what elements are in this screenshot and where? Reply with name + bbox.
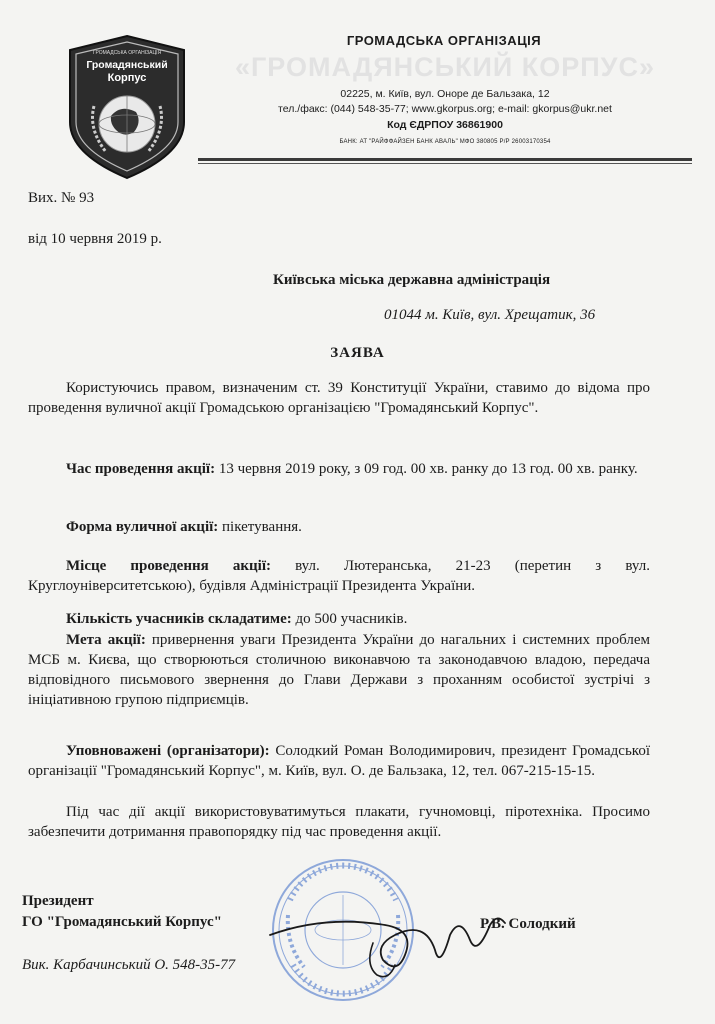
form-label: Форма вуличної акції: bbox=[66, 519, 219, 535]
org-name-watermark: «ГРОМАДЯНСЬКИЙ КОРПУС» bbox=[234, 52, 655, 82]
organizers-value: Солодкий Роман Володимирович, президент Громадської організації "Громадянський Корпус", м. Київ, вул. О. де Бальзака, 12, тел. 067-215-15-15. bbox=[28, 743, 650, 779]
form-paragraph bbox=[66, 517, 302, 537]
org-bank-details: БАНК: АТ "РАЙФФАЙЗЕН БАНК АВАЛЬ" МФО 380805 Р/Р 26003170354 bbox=[339, 139, 551, 145]
org-edrpou: Код ЄДРПОУ 36861900 bbox=[387, 119, 503, 131]
logo-title-top: Громадянський bbox=[86, 59, 168, 71]
signer-name: Р.В. Солодкий bbox=[480, 916, 576, 932]
addressee-address: 01044 м. Київ, вул. Хрещатик, 36 bbox=[384, 307, 596, 323]
organizers-paragraph bbox=[28, 741, 650, 781]
goal-label: Мета акції: bbox=[66, 632, 146, 648]
closing-paragraph: Під час дії акції використовуватимуться плакати, гучномовці, піротехніка. Просимо забезпечити дотримання правопорядку під час проведення акції. bbox=[28, 804, 650, 840]
form-value: пікетування. bbox=[218, 519, 302, 535]
intro-paragraph: Користуючись правом, визначеним ст. 39 Конституції України, ставимо до відома про проведення вуличної акції Громадською організацією "Громадянський Корпус". bbox=[28, 380, 650, 416]
organization-logo-shield bbox=[66, 34, 188, 180]
time-paragraph bbox=[28, 459, 650, 479]
goal-paragraph bbox=[28, 630, 650, 710]
place-label: Місце проведення акції: bbox=[66, 558, 271, 574]
time-label: Час проведення акції: bbox=[66, 461, 216, 477]
logo-title-bottom: Корпус bbox=[107, 72, 147, 84]
addressee-name: Київська міська державна адміністрація bbox=[273, 272, 551, 288]
org-type: ГРОМАДСЬКА ОРГАНІЗАЦІЯ bbox=[346, 33, 542, 48]
place-value: вул. Лютеранська, 21-23 (перетин з вул. Круглоуніверситетською), будівля Адміністрації Президента України. bbox=[28, 558, 650, 594]
place-paragraph bbox=[28, 556, 650, 596]
letter-date: від 10 червня 2019 р. bbox=[28, 231, 162, 247]
document-title: ЗАЯВА bbox=[330, 345, 385, 361]
organizers-label: Уповноважені (організатори): bbox=[66, 743, 270, 759]
org-address: 02225, м. Київ, вул. Оноре де Бальзака, 12 bbox=[340, 88, 550, 100]
letterhead-rule-thin bbox=[198, 163, 692, 164]
org-contacts: тел./факс: (044) 548-35-77; www.gkorpus.org; e-mail: gkorpus@ukr.net bbox=[278, 103, 612, 115]
goal-value: привернення уваги Президента України до нагальних і системних проблем МСБ м. Києва, що створюються столичною виконавчою та законодавчою владою, передача відповідного письмового звернення до Глави Держави з проханням особистої зустрічі з ініціативною групою підприємців. bbox=[28, 632, 650, 708]
count-paragraph bbox=[66, 609, 407, 629]
time-value: 13 червня 2019 року, з 09 год. 00 хв. ранку до 13 год. 00 хв. ранку. bbox=[215, 461, 638, 477]
signer-organization: ГО "Громадянський Корпус" bbox=[22, 914, 222, 930]
count-value: до 500 учасників. bbox=[291, 611, 408, 627]
letterhead-rule bbox=[198, 158, 692, 161]
executor-line: Вик. Карбачинський О. 548-35-77 bbox=[22, 957, 236, 973]
logo-small-text: ГРОМАДСЬКА ОРГАНІЗАЦІЯ bbox=[92, 50, 162, 56]
outgoing-number: Вих. № 93 bbox=[28, 190, 95, 206]
signer-position: Президент bbox=[22, 893, 94, 909]
handwritten-signature bbox=[265, 895, 515, 985]
count-label: Кількість учасників складатиме: bbox=[66, 611, 292, 627]
